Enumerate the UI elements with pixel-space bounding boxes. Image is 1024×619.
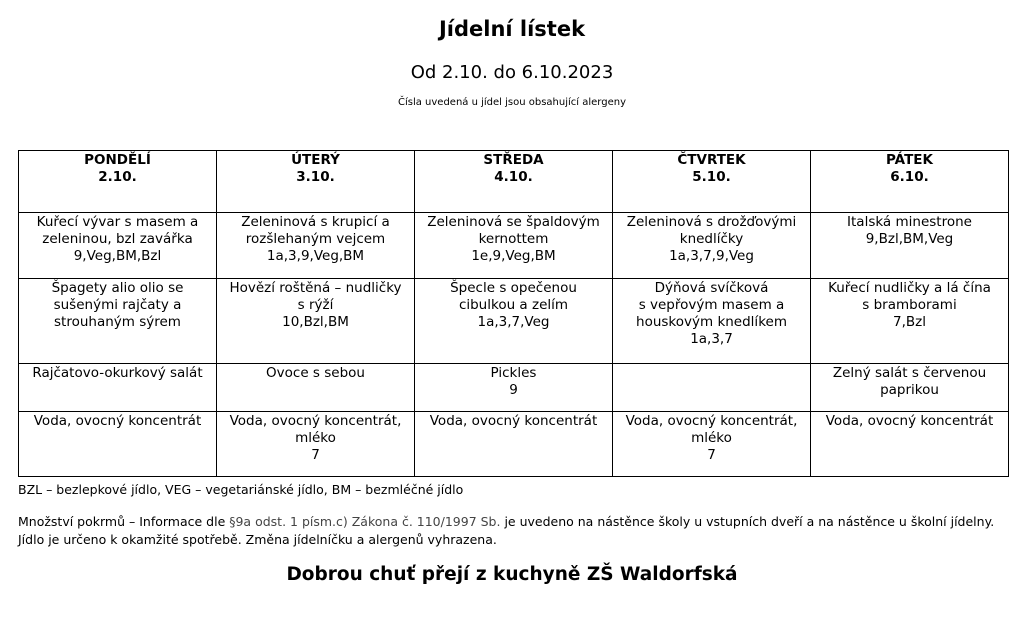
table-row-soup — [19, 213, 1009, 279]
menu-cell: Zeleninová se špaldovým kernottem 1e,9,Veg,BM — [415, 213, 613, 279]
menu-cell: Zeleninová s drožďovými knedlíčky 1a,3,7,9,Veg — [613, 213, 811, 279]
menu-cell: Voda, ovocný koncentrát — [415, 412, 613, 477]
menu-cell: Voda, ovocný koncentrát, mléko 7 — [613, 412, 811, 477]
day-name: ÚTERÝ — [291, 152, 340, 168]
day-date: 3.10. — [296, 169, 335, 185]
menu-cell: Hovězí roštěná – nudličky s rýží 10,Bzl,BM — [217, 279, 415, 364]
day-name: PONDĚLÍ — [84, 152, 151, 168]
table-row-side — [19, 364, 1009, 412]
day-header — [613, 151, 811, 213]
info-line-2: Jídlo je určeno k okamžité spotřebě. Změna jídelníčku a alergenů vyhrazena. — [18, 532, 497, 547]
day-name: ČTVRTEK — [677, 152, 746, 168]
menu-cell: Rajčatovo-okurkový salát — [19, 364, 217, 412]
info-suffix: je uvedeno na nástěnce školy u vstupních dveří a na nástěnce u školní jídelny. — [500, 514, 995, 529]
menu-table — [18, 150, 1009, 477]
greeting: Dobrou chuť přejí z kuchyně ZŠ Waldorfská — [286, 564, 738, 585]
menu-cell: Pickles 9 — [415, 364, 613, 412]
day-header — [415, 151, 613, 213]
day-date: 4.10. — [494, 169, 533, 185]
menu-cell: Špagety alio olio se sušenými rajčaty a strouhaným sýrem — [19, 279, 217, 364]
day-name: PÁTEK — [886, 152, 933, 168]
table-row-main — [19, 279, 1009, 364]
menu-cell: Zelný salát s červenou paprikou — [811, 364, 1009, 412]
day-header — [19, 151, 217, 213]
menu-cell: Špecle s opečenou cibulkou a zelím 1a,3,7,Veg — [415, 279, 613, 364]
day-date: 6.10. — [890, 169, 929, 185]
menu-cell: Zeleninová s krupicí a rozšlehaným vejcem 1a,3,9,Veg,BM — [217, 213, 415, 279]
table-header-row — [19, 151, 1009, 213]
menu-cell: Voda, ovocný koncentrát — [19, 412, 217, 477]
menu-cell: Italská minestrone 9,Bzl,BM,Veg — [811, 213, 1009, 279]
day-header — [811, 151, 1009, 213]
menu-period: Od 2.10. do 6.10.2023 — [410, 62, 614, 83]
page-title: Jídelní lístek — [438, 17, 586, 41]
menu-cell: Ovoce s sebou — [217, 364, 415, 412]
menu-cell: Voda, ovocný koncentrát — [811, 412, 1009, 477]
info-text — [18, 513, 1018, 549]
day-date: 2.10. — [98, 169, 137, 185]
day-header — [217, 151, 415, 213]
allergen-note: Čísla uvedená u jídel jsou obsahující alergeny — [397, 97, 626, 108]
table-row-drink — [19, 412, 1009, 477]
law-reference: §9a odst. 1 písm.c) Zákona č. 110/1997 Sb. — [229, 514, 501, 529]
day-date: 5.10. — [692, 169, 731, 185]
menu-cell: Kuřecí nudličky a lá čína s bramborami 7,Bzl — [811, 279, 1009, 364]
menu-cell: Dýňová svíčková s vepřovým masem a houskovým knedlíkem 1a,3,7 — [613, 279, 811, 364]
menu-cell: Voda, ovocný koncentrát, mléko 7 — [217, 412, 415, 477]
info-prefix: Množství pokrmů – Informace dle — [18, 514, 230, 529]
menu-cell: Kuřecí vývar s masem a zeleninou, bzl zavářka 9,Veg,BM,Bzl — [19, 213, 217, 279]
menu-cell — [613, 364, 811, 412]
abbreviation-legend: BZL – bezlepkové jídlo, VEG – vegetariánské jídlo, BM – bezmléčné jídlo — [18, 482, 464, 497]
day-name: STŘEDA — [483, 152, 544, 168]
